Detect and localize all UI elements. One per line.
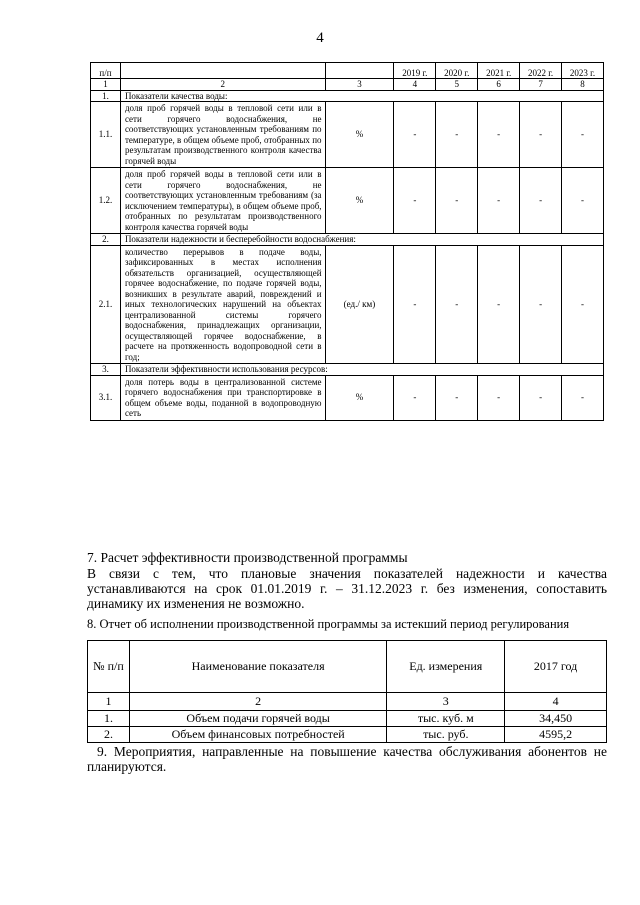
report-row (88, 727, 607, 743)
indicator-description: доля проб горячей воды в тепловой сети или в сети горячего водоснабжения, не соответствующих установленным требованиям (за исключением температуры), в общем объеме проб, отобранных по результатам производственного контроля качества горячей воды (120, 168, 325, 234)
indicator-row (91, 245, 604, 364)
report-header: 2017 год (505, 641, 607, 693)
indicator-value: - (394, 102, 436, 168)
section-title: Показатели эффективности использования ресурсов: (120, 364, 603, 376)
indicator-value: - (394, 168, 436, 234)
column-number: 4 (394, 79, 436, 91)
header-blank-unit (325, 63, 394, 79)
report-cell: тыс. куб. м (387, 711, 505, 727)
column-number: 3 (325, 79, 394, 91)
indicator-number: 2.1. (91, 245, 121, 364)
indicator-description: доля проб горячей воды в тепловой сети или в сети горячего водоснабжения, не соответствующих установленным требованиям по температуре, в общем объеме проб, отобранных по результатам производственного контроля качества горячей воды (120, 102, 325, 168)
section7-heading: 7. Расчет эффективности производственной программы (87, 550, 408, 565)
report-cell: 34,450 (505, 711, 607, 727)
indicator-number: 1.2. (91, 168, 121, 234)
report-cell: Объем финансовых потребностей (129, 727, 386, 743)
header-year: 2022 г. (520, 63, 562, 79)
column-number: 8 (562, 79, 604, 91)
indicator-value: - (520, 375, 562, 420)
header-year: 2020 г. (436, 63, 478, 79)
indicator-row (91, 102, 604, 168)
indicator-row (91, 375, 604, 420)
indicator-value: - (562, 168, 604, 234)
indicator-value: - (436, 245, 478, 364)
indicator-value: - (520, 102, 562, 168)
indicator-description: количество перерывов в подаче воды, зафиксированных в местах исполнения обязательств организацией, осуществляющей горячее водоснабжение, по подаче горячей воды, возникших в результате аварий, повреждений и иных технологических нарушений на объектах централизованной системы горячего водоснабжения, принадлежащих организации, осуществляющей горячее водоснабжение, в расчете на протяженность водопроводной сети в год; (120, 245, 325, 364)
indicator-value: - (478, 168, 520, 234)
section-row (91, 90, 604, 102)
section-number: 3. (91, 364, 121, 376)
header-year: 2019 г. (394, 63, 436, 79)
section-number: 2. (91, 234, 121, 246)
indicator-description: доля потерь воды в централизованной системе горячего водоснабжения при транспортировке в общем объеме воды, поданной в водопроводную сеть (120, 375, 325, 420)
report-cell: Объем подачи горячей воды (129, 711, 386, 727)
indicator-value: - (436, 168, 478, 234)
indicator-value: - (562, 375, 604, 420)
indicator-unit: % (325, 375, 394, 420)
indicator-value: - (478, 245, 520, 364)
report-cell: 1. (88, 711, 130, 727)
section-row (91, 234, 604, 246)
indicator-unit: % (325, 102, 394, 168)
indicator-row (91, 168, 604, 234)
report-cell: 4595,2 (505, 727, 607, 743)
indicator-value: - (520, 245, 562, 364)
table-number-row (91, 79, 604, 91)
report-cell: тыс. руб. (387, 727, 505, 743)
program-report-table (87, 640, 607, 743)
report-column-number: 2 (129, 693, 386, 711)
header-year: 2023 г. (562, 63, 604, 79)
indicator-unit: % (325, 168, 394, 234)
column-number: 6 (478, 79, 520, 91)
indicator-value: - (562, 102, 604, 168)
indicator-value: - (436, 375, 478, 420)
table-header-row (91, 63, 604, 79)
indicator-value: - (436, 102, 478, 168)
section-row (91, 364, 604, 376)
column-number: 5 (436, 79, 478, 91)
indicator-unit: (ед./ км) (325, 245, 394, 364)
report-column-number: 3 (387, 693, 505, 711)
page-number: 4 (316, 30, 324, 46)
column-number: 1 (91, 79, 121, 91)
report-header: Наименование показателя (129, 641, 386, 693)
report-header-row (88, 641, 607, 693)
header-npp: п/п (91, 63, 121, 79)
report-cell: 2. (88, 727, 130, 743)
section-title: Показатели качества воды: (120, 90, 603, 102)
indicator-number: 1.1. (91, 102, 121, 168)
section9-text: 9. Мероприятия, направленные на повышение качества обслуживания абонентов не планируются. (87, 744, 607, 774)
column-number: 7 (520, 79, 562, 91)
quality-indicators-table (90, 62, 604, 421)
section7-text: В связи с тем, что плановые значения показателей надежности и качества устанавливаются на срок 01.01.2019 г. – 31.12.2023 г. без изменения, сопоставить динамику их изменения не возможно. (87, 566, 607, 611)
indicator-value: - (394, 375, 436, 420)
column-number: 2 (120, 79, 325, 91)
report-header: № п/п (88, 641, 130, 693)
indicator-value: - (394, 245, 436, 364)
indicator-number: 3.1. (91, 375, 121, 420)
indicator-value: - (562, 245, 604, 364)
report-column-number: 4 (505, 693, 607, 711)
section-title: Показатели надежности и бесперебойности водоснабжения: (120, 234, 603, 246)
report-number-row (88, 693, 607, 711)
indicator-value: - (478, 375, 520, 420)
report-column-number: 1 (88, 693, 130, 711)
section8-heading: 8. Отчет об исполнении производственной программы за истекший период регулирования (87, 617, 570, 631)
report-header: Ед. измерения (387, 641, 505, 693)
report-row (88, 711, 607, 727)
header-year: 2021 г. (478, 63, 520, 79)
header-blank-name (120, 63, 325, 79)
indicator-value: - (478, 102, 520, 168)
indicator-value: - (520, 168, 562, 234)
section-number: 1. (91, 90, 121, 102)
